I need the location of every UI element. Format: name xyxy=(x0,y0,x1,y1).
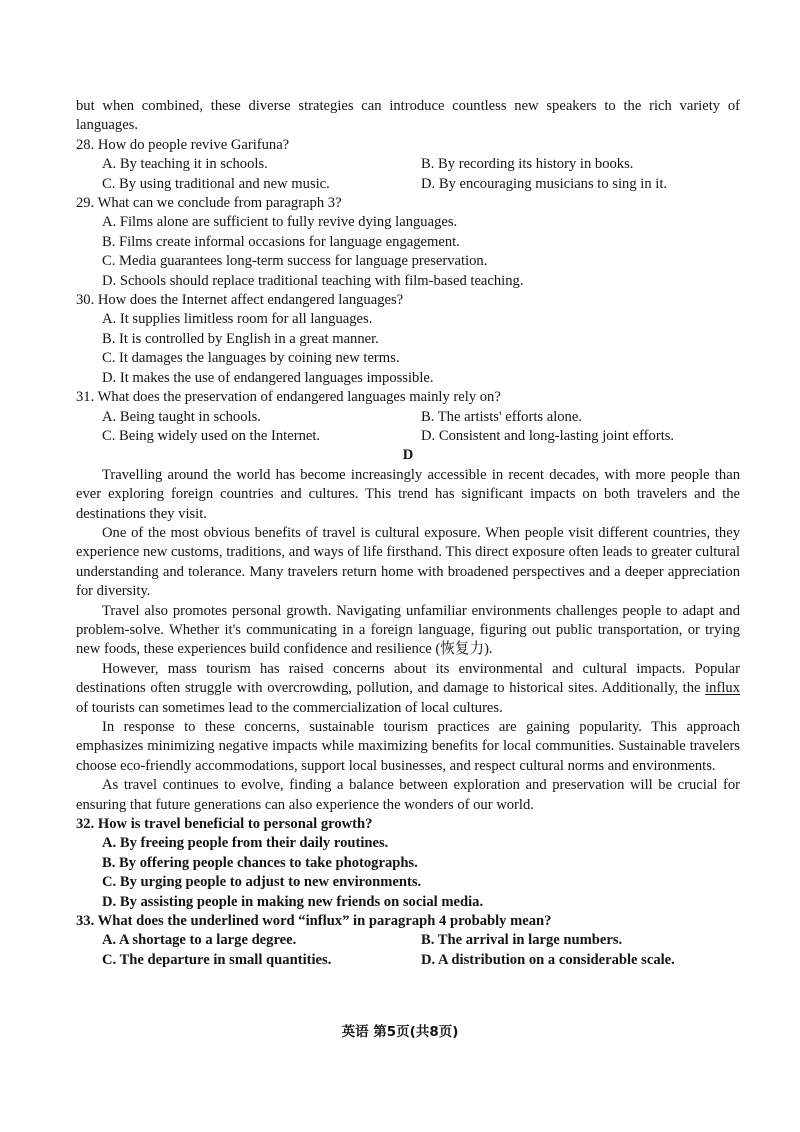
option-d[interactable]: D. By assisting people in making new friends on social media. xyxy=(102,893,484,910)
question-30 xyxy=(76,291,740,388)
question-32 xyxy=(76,815,740,912)
option-a[interactable]: A. Films alone are sufficient to fully revive dying languages. xyxy=(102,214,458,231)
passage-paragraph: One of the most obvious benefits of travel is cultural exposure. When people visit different countries, they experience new customs, traditions, and ways of life firsthand. This direct exposure often leads to greater cultural understanding and tolerance. Many travelers return home with broadened perspectives and a deeper appreciation for diversity. xyxy=(76,524,740,600)
option-a[interactable]: A. Being taught in schools. xyxy=(102,408,261,425)
passage-paragraph: As travel continues to evolve, finding a balance between exploration and preservation will be crucial for ensuring that future generations can also experience the wonders of our world. xyxy=(76,777,740,813)
paragraph-text: However, mass tourism has raised concerns about its environmental and cultural impacts. Popular destinations often struggle with overcrowding, pollution, and damage to historical sites. Additionally, the xyxy=(76,660,740,697)
underlined-word: influx xyxy=(705,680,740,697)
passage-d xyxy=(76,466,740,815)
page-footer: 英语 第5页(共8页) xyxy=(341,1024,459,1040)
paragraph-text: of tourists can sometimes lead to the commercialization of local cultures. xyxy=(76,699,503,716)
option-a[interactable]: A. By teaching it in schools. xyxy=(102,156,268,173)
option-d[interactable]: D. It makes the use of endangered languages impossible. xyxy=(102,369,434,386)
section-heading-d: D xyxy=(402,447,414,464)
question-29 xyxy=(76,194,740,291)
option-c[interactable]: C. By urging people to adjust to new environments. xyxy=(102,874,422,891)
option-b[interactable]: B. By offering people chances to take photographs. xyxy=(102,854,418,871)
option-a[interactable]: A. A shortage to a large degree. xyxy=(102,932,297,949)
question-28 xyxy=(76,136,740,194)
option-b[interactable]: B. The artists' efforts alone. xyxy=(421,408,582,425)
question-31 xyxy=(76,388,740,446)
option-d[interactable]: D. By encouraging musicians to sing in it. xyxy=(421,175,668,192)
option-a[interactable]: A. It supplies limitless room for all languages. xyxy=(102,311,373,328)
option-d[interactable]: D. Consistent and long-lasting joint efforts. xyxy=(421,427,675,444)
intro-text: but when combined, these diverse strategies can introduce countless new speakers to the rich variety of languages. xyxy=(76,98,740,134)
option-d[interactable]: D. Schools should replace traditional teaching with film-based teaching. xyxy=(102,272,524,289)
passage-paragraph: Travelling around the world has become increasingly accessible in recent decades, with more people than ever exploring foreign countries and cultures. This trend has significant impacts on both travelers and the destinations they visit. xyxy=(76,466,740,522)
question-stem: 30. How does the Internet affect endangered languages? xyxy=(76,292,404,309)
question-stem: 28. How do people revive Garifuna? xyxy=(76,136,290,153)
option-b[interactable]: B. By recording its history in books. xyxy=(421,156,634,173)
option-b[interactable]: B. The arrival in large numbers. xyxy=(421,932,623,949)
passage-paragraph: Travel also promotes personal growth. Navigating unfamiliar environments challenges people to adapt and problem-solve. Whether it's communicating in a foreign language, figuring out public transportation, or trying new foods, these experiences build confidence and resilience (恢复力). xyxy=(76,602,740,658)
option-b[interactable]: B. It is controlled by English in a great manner. xyxy=(102,330,379,347)
question-stem: 29. What can we conclude from paragraph 3? xyxy=(76,195,342,212)
option-b[interactable]: B. Films create informal occasions for language engagement. xyxy=(102,233,460,250)
option-c[interactable]: C. Media guarantees long-term success for language preservation. xyxy=(102,253,488,270)
question-stem: 31. What does the preservation of endangered languages mainly rely on? xyxy=(76,389,501,406)
passage-paragraph xyxy=(76,660,740,718)
option-c[interactable]: C. Being widely used on the Internet. xyxy=(102,427,321,444)
option-a[interactable]: A. By freeing people from their daily routines. xyxy=(102,835,389,852)
option-c[interactable]: C. It damages the languages by coining new terms. xyxy=(102,350,400,367)
question-stem: 32. How is travel beneficial to personal growth? xyxy=(76,816,373,833)
page-content xyxy=(76,97,740,970)
option-c[interactable]: C. By using traditional and new music. xyxy=(102,175,330,192)
option-c[interactable]: C. The departure in small quantities. xyxy=(102,951,332,968)
passage-paragraph: In response to these concerns, sustainable tourism practices are gaining popularity. This approach emphasizes minimizing negative impacts while maximizing benefits for local communities. Sustainable travelers choose eco-friendly accommodations, support local businesses, and respect cultural norms and environments. xyxy=(76,719,740,774)
option-d[interactable]: D. A distribution on a considerable scale. xyxy=(421,951,675,968)
question-stem: 33. What does the underlined word “influx” in paragraph 4 probably mean? xyxy=(76,913,552,930)
question-33 xyxy=(76,912,740,970)
